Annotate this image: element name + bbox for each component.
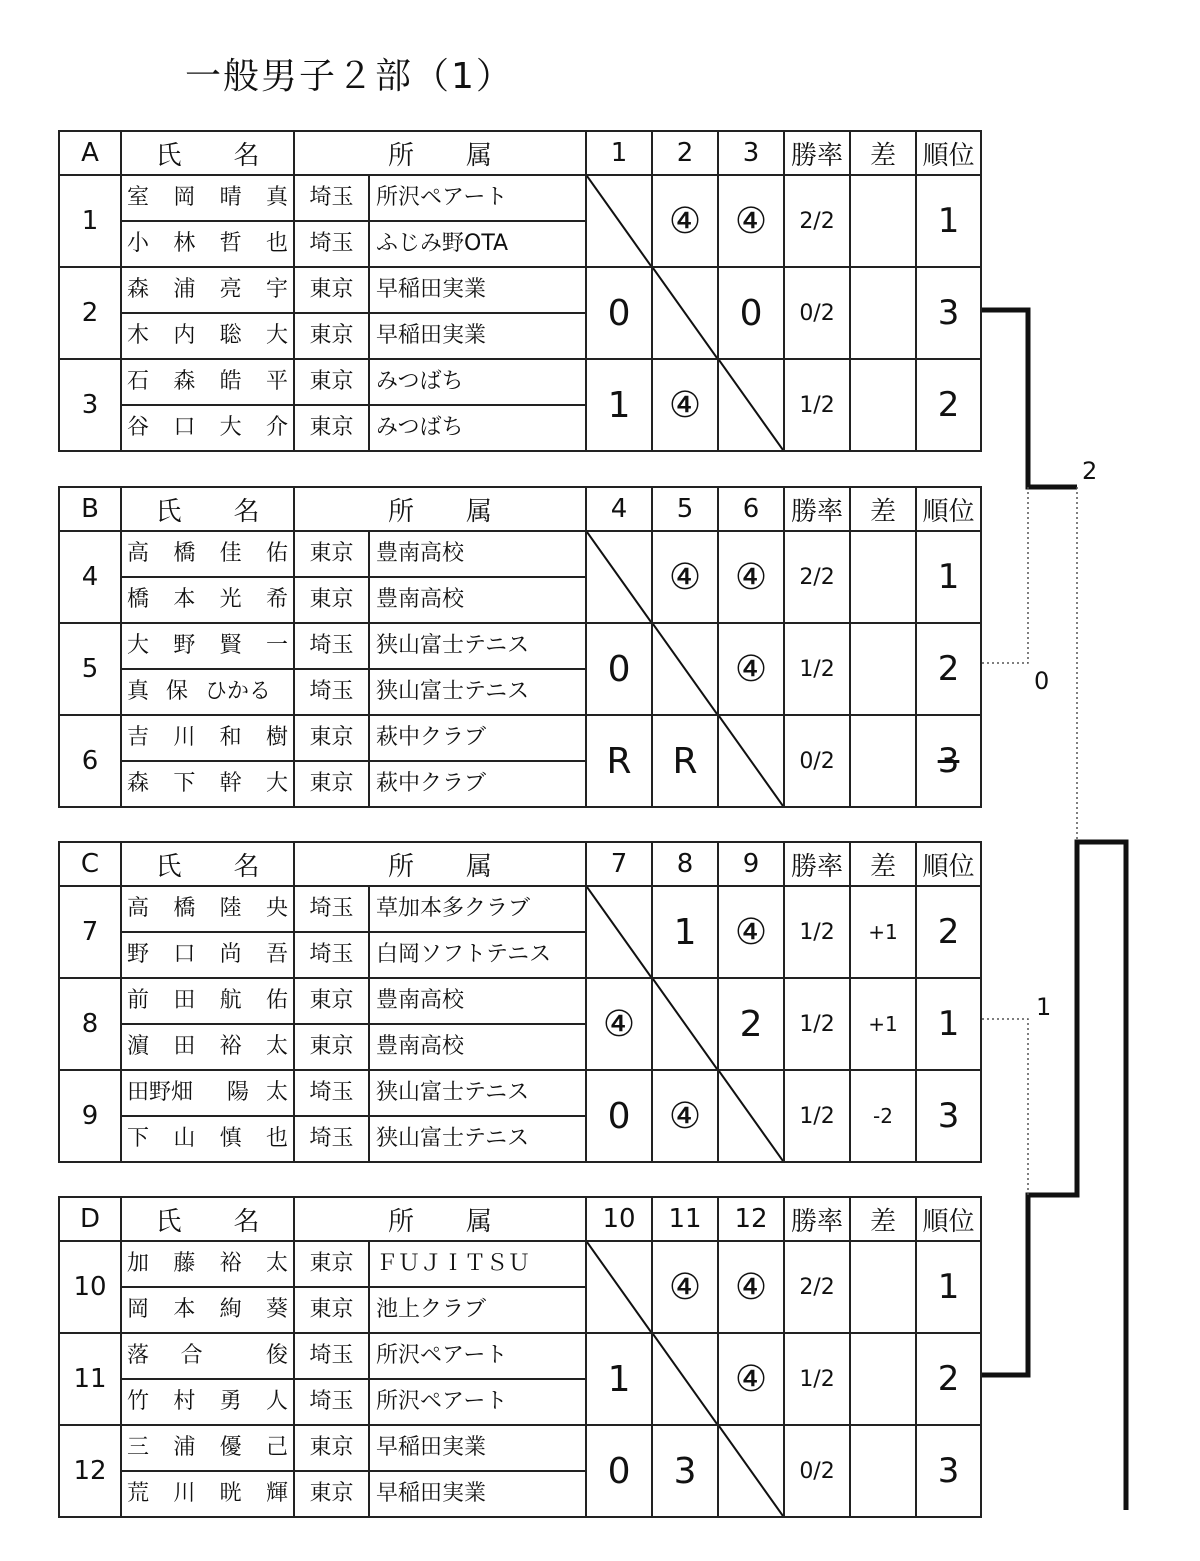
header-opponent: 4: [586, 487, 652, 531]
header-rank: 順位: [916, 842, 981, 886]
match-score: ④: [652, 1070, 718, 1162]
pair-number: 10: [59, 1241, 121, 1333]
club-name: 白岡ソフトテニス: [369, 932, 586, 978]
prefecture: 東京: [294, 1425, 369, 1471]
bracket-score-mid: 0: [1034, 667, 1050, 695]
prefecture: 東京: [294, 1024, 369, 1070]
match-score: ④: [652, 359, 718, 451]
name-char: 下: [173, 771, 196, 796]
club-name: 萩中クラブ: [369, 715, 586, 761]
name-char: 陸: [219, 896, 242, 921]
pair-number: 8: [59, 978, 121, 1070]
name-char: 太: [265, 1034, 288, 1059]
header-opponent: 2: [652, 131, 718, 175]
header-rate: 勝率: [784, 487, 850, 531]
prefecture: 東京: [294, 313, 369, 359]
name-char: 介: [265, 415, 288, 440]
header-rate: 勝率: [784, 842, 850, 886]
name-char: 幹: [219, 771, 242, 796]
name-char: 野: [127, 942, 150, 967]
header-rate: 勝率: [784, 131, 850, 175]
club-name: 萩中クラブ: [369, 761, 586, 807]
header-opponent: 6: [718, 487, 784, 531]
game-diff: +1: [850, 978, 916, 1070]
header-opponent: 12: [718, 1197, 784, 1241]
group-letter: B: [59, 487, 121, 531]
name-char: 本: [173, 1297, 196, 1322]
name-char: 吉: [127, 725, 150, 750]
name-char: 高: [127, 541, 150, 566]
name-char: 平: [265, 369, 288, 394]
header-rank: 順位: [916, 1197, 981, 1241]
header-opponent: 3: [718, 131, 784, 175]
match-score: 3: [652, 1425, 718, 1517]
name-char: 央: [265, 896, 288, 921]
header-diff: 差: [850, 1197, 916, 1241]
name-char: 葵: [265, 1297, 288, 1322]
club-name: 狭山富士テニス: [369, 1116, 586, 1162]
bracket-line-a-b: [982, 310, 1077, 487]
group-letter: C: [59, 842, 121, 886]
win-rate: 2/2: [784, 531, 850, 623]
name-char: 前: [127, 988, 150, 1013]
name-char: 森: [127, 277, 150, 302]
name-char: 川: [173, 1481, 196, 1506]
match-score: ④: [652, 175, 718, 267]
win-rate: 2/2: [784, 1241, 850, 1333]
name-char: 石: [127, 369, 150, 394]
name-char: 俊: [265, 1343, 288, 1368]
name-char: 宇: [265, 277, 288, 302]
match-score: ④: [718, 175, 784, 267]
name-char: 和: [219, 725, 242, 750]
match-score: 1: [586, 359, 652, 451]
name-char: 木: [127, 323, 150, 348]
match-score: R: [586, 715, 652, 807]
name-char: 浦: [173, 1435, 196, 1460]
match-score: ④: [718, 886, 784, 978]
name-char: 晴: [219, 185, 242, 210]
pair-number: 4: [59, 531, 121, 623]
pair-number: 6: [59, 715, 121, 807]
name-char: 野: [173, 633, 196, 658]
name-char: 本: [173, 587, 196, 612]
club-name: みつばち: [369, 359, 586, 405]
name-char: 川: [173, 725, 196, 750]
match-score: ④: [718, 1241, 784, 1333]
header-affiliation: 所 属: [294, 487, 586, 531]
club-name: 狭山富士テニス: [369, 669, 586, 715]
prefecture: 埼玉: [294, 1333, 369, 1379]
name-char: 亮: [219, 277, 242, 302]
win-rate: 1/2: [784, 1070, 850, 1162]
name-char: 慎: [219, 1126, 242, 1151]
match-score: 0: [586, 1425, 652, 1517]
name-char: 希: [265, 587, 288, 612]
name-char: 太: [265, 1080, 288, 1105]
name-char: 太: [265, 1251, 288, 1276]
prefecture: 東京: [294, 1471, 369, 1517]
name-char: 橋: [173, 541, 196, 566]
name-char: 大: [265, 323, 288, 348]
rank: 1: [916, 175, 981, 267]
group-letter: D: [59, 1197, 121, 1241]
name-char: 大: [127, 633, 150, 658]
bracket-line-c-d: [982, 842, 1126, 1510]
name-char: 人: [265, 1389, 288, 1414]
header-rank: 順位: [916, 487, 981, 531]
group-letter: A: [59, 131, 121, 175]
rank: 1: [916, 1241, 981, 1333]
name-char: 竹: [127, 1389, 150, 1414]
bracket-dotted-b: [982, 487, 1028, 663]
name-char: 樹: [265, 725, 288, 750]
header-opponent: 11: [652, 1197, 718, 1241]
name-char: 合: [180, 1343, 203, 1368]
match-score: ④: [652, 1241, 718, 1333]
name-char: 航: [219, 988, 242, 1013]
club-name: 豊南高校: [369, 531, 586, 577]
header-diff: 差: [850, 487, 916, 531]
win-rate: 1/2: [784, 623, 850, 715]
name-char: 橋: [127, 587, 150, 612]
header-rank: 順位: [916, 131, 981, 175]
header-opponent: 1: [586, 131, 652, 175]
name-char: 尚: [219, 942, 242, 967]
pair-number: 3: [59, 359, 121, 451]
name-char: 濵: [127, 1034, 150, 1059]
club-name: 所沢ペアート: [369, 1379, 586, 1425]
prefecture: 埼玉: [294, 669, 369, 715]
prefecture: 東京: [294, 405, 369, 451]
match-score: 1: [652, 886, 718, 978]
header-opponent: 5: [652, 487, 718, 531]
bracket-score-bottom: 1: [1036, 993, 1052, 1021]
prefecture: 埼玉: [294, 886, 369, 932]
header-name: 氏 名: [121, 1197, 294, 1241]
rank: 3: [916, 715, 981, 807]
name-char: ひかる: [205, 679, 272, 704]
name-char: 勇: [219, 1389, 242, 1414]
match-score: ④: [718, 531, 784, 623]
game-diff: -2: [850, 1070, 916, 1162]
match-score: ④: [586, 978, 652, 1070]
match-score: 0: [718, 267, 784, 359]
rank: 2: [916, 886, 981, 978]
name-char: 佑: [265, 541, 288, 566]
prefecture: 埼玉: [294, 221, 369, 267]
name-char: 佑: [265, 988, 288, 1013]
header-affiliation: 所 属: [294, 1197, 586, 1241]
prefecture: 東京: [294, 1241, 369, 1287]
name-char: 山: [173, 1126, 196, 1151]
name-char: 裕: [219, 1251, 242, 1276]
prefecture: 東京: [294, 531, 369, 577]
win-rate: 1/2: [784, 978, 850, 1070]
win-rate: 0/2: [784, 715, 850, 807]
name-char: 絢: [219, 1297, 242, 1322]
name-char: 森: [127, 771, 150, 796]
win-rate: 0/2: [784, 267, 850, 359]
header-opponent: 9: [718, 842, 784, 886]
prefecture: 埼玉: [294, 1379, 369, 1425]
name-char: 大: [265, 771, 288, 796]
name-char: 岡: [127, 1297, 150, 1322]
header-name: 氏 名: [121, 842, 294, 886]
rank: 1: [916, 978, 981, 1070]
name-char: 三: [127, 1435, 150, 1460]
name-char: 吾: [265, 942, 288, 967]
page-title: 一般男子２部（1）: [185, 56, 514, 97]
name-char: 内: [173, 323, 196, 348]
header-affiliation: 所 属: [294, 131, 586, 175]
bracket-dotted-c: [982, 1019, 1028, 1195]
club-name: 所沢ペアート: [369, 1333, 586, 1379]
bracket-score-top: 2: [1082, 457, 1098, 485]
prefecture: 埼玉: [294, 175, 369, 221]
prefecture: 東京: [294, 761, 369, 807]
club-name: 早稲田実業: [369, 313, 586, 359]
rank: 2: [916, 359, 981, 451]
name-char: 荒: [127, 1481, 150, 1506]
match-score: 0: [586, 1070, 652, 1162]
pair-number: 9: [59, 1070, 121, 1162]
header-name: 氏 名: [121, 487, 294, 531]
match-score: 2: [718, 978, 784, 1070]
name-char: 浦: [173, 277, 196, 302]
name-char: 真: [265, 185, 288, 210]
rank: 3: [916, 1070, 981, 1162]
header-opponent: 8: [652, 842, 718, 886]
prefecture: 埼玉: [294, 1116, 369, 1162]
win-rate: 1/2: [784, 1333, 850, 1425]
rank: 2: [916, 1333, 981, 1425]
header-affiliation: 所 属: [294, 842, 586, 886]
name-char: 聡: [219, 323, 242, 348]
name-char: 小: [127, 231, 150, 256]
match-score: ④: [718, 623, 784, 715]
prefecture: 東京: [294, 978, 369, 1024]
name-char: 下: [127, 1126, 150, 1151]
name-char: 優: [219, 1435, 242, 1460]
club-name: ふじみ野OTA: [369, 221, 586, 267]
name-char: 輝: [265, 1481, 288, 1506]
header-diff: 差: [850, 842, 916, 886]
name-char: 一: [265, 633, 288, 658]
club-name: 早稲田実業: [369, 267, 586, 313]
name-char: 己: [265, 1435, 288, 1460]
match-score: 1: [586, 1333, 652, 1425]
rank: 1: [916, 531, 981, 623]
name-char: 田: [173, 988, 196, 1013]
name-char: 加: [127, 1251, 150, 1276]
match-score: ④: [718, 1333, 784, 1425]
win-rate: 1/2: [784, 359, 850, 451]
pair-number: 7: [59, 886, 121, 978]
name-char: 真: [127, 679, 150, 704]
club-name: 豊南高校: [369, 1024, 586, 1070]
name-char: 也: [265, 231, 288, 256]
pair-number: 12: [59, 1425, 121, 1517]
name-char: 光: [219, 587, 242, 612]
prefecture: 東京: [294, 267, 369, 313]
header-opponent: 7: [586, 842, 652, 886]
win-rate: 0/2: [784, 1425, 850, 1517]
match-score: 0: [586, 267, 652, 359]
name-char: 大: [219, 415, 242, 440]
match-score: ④: [652, 531, 718, 623]
prefecture: 埼玉: [294, 932, 369, 978]
club-name: 豊南高校: [369, 978, 586, 1024]
match-score: 0: [586, 623, 652, 715]
name-char: 橋: [173, 896, 196, 921]
name-char: 田野畑: [127, 1080, 194, 1105]
prefecture: 東京: [294, 577, 369, 623]
club-name: 豊南高校: [369, 577, 586, 623]
name-char: 田: [173, 1034, 196, 1059]
club-name: 草加本多クラブ: [369, 886, 586, 932]
club-name: みつばち: [369, 405, 586, 451]
name-char: 林: [173, 231, 196, 256]
pair-number: 5: [59, 623, 121, 715]
prefecture: 東京: [294, 715, 369, 761]
header-opponent: 10: [586, 1197, 652, 1241]
name-char: 岡: [173, 185, 196, 210]
club-name: 池上クラブ: [369, 1287, 586, 1333]
name-char: 賢: [219, 633, 242, 658]
name-char: 陽: [226, 1080, 249, 1105]
name-char: 藤: [173, 1251, 196, 1276]
club-name: 所沢ペアート: [369, 175, 586, 221]
prefecture: 埼玉: [294, 1070, 369, 1116]
game-diff: +1: [850, 886, 916, 978]
name-char: 落: [127, 1343, 150, 1368]
name-char: 口: [173, 415, 196, 440]
club-name: 早稲田実業: [369, 1425, 586, 1471]
rank: 3: [916, 267, 981, 359]
club-name: 狭山富士テニス: [369, 1070, 586, 1116]
club-name: 早稲田実業: [369, 1471, 586, 1517]
rank: 3: [916, 1425, 981, 1517]
name-char: 皓: [219, 369, 242, 394]
win-rate: 1/2: [784, 886, 850, 978]
prefecture: 埼玉: [294, 623, 369, 669]
prefecture: 東京: [294, 1287, 369, 1333]
name-char: 保: [166, 679, 189, 704]
rank: 2: [916, 623, 981, 715]
name-char: 森: [173, 369, 196, 394]
name-char: 口: [173, 942, 196, 967]
name-char: 室: [127, 185, 150, 210]
name-char: 佳: [219, 541, 242, 566]
name-char: 也: [265, 1126, 288, 1151]
name-char: 村: [173, 1389, 196, 1414]
name-char: 哲: [219, 231, 242, 256]
name-char: 谷: [127, 415, 150, 440]
header-rate: 勝率: [784, 1197, 850, 1241]
win-rate: 2/2: [784, 175, 850, 267]
header-name: 氏 名: [121, 131, 294, 175]
match-score: R: [652, 715, 718, 807]
header-diff: 差: [850, 131, 916, 175]
pair-number: 2: [59, 267, 121, 359]
name-char: 晄: [219, 1481, 242, 1506]
name-char: 高: [127, 896, 150, 921]
club-name: 狭山富士テニス: [369, 623, 586, 669]
club-name: ＦＵＪＩＴＳＵ: [369, 1241, 586, 1287]
pair-number: 1: [59, 175, 121, 267]
prefecture: 東京: [294, 359, 369, 405]
pair-number: 11: [59, 1333, 121, 1425]
name-char: 裕: [219, 1034, 242, 1059]
